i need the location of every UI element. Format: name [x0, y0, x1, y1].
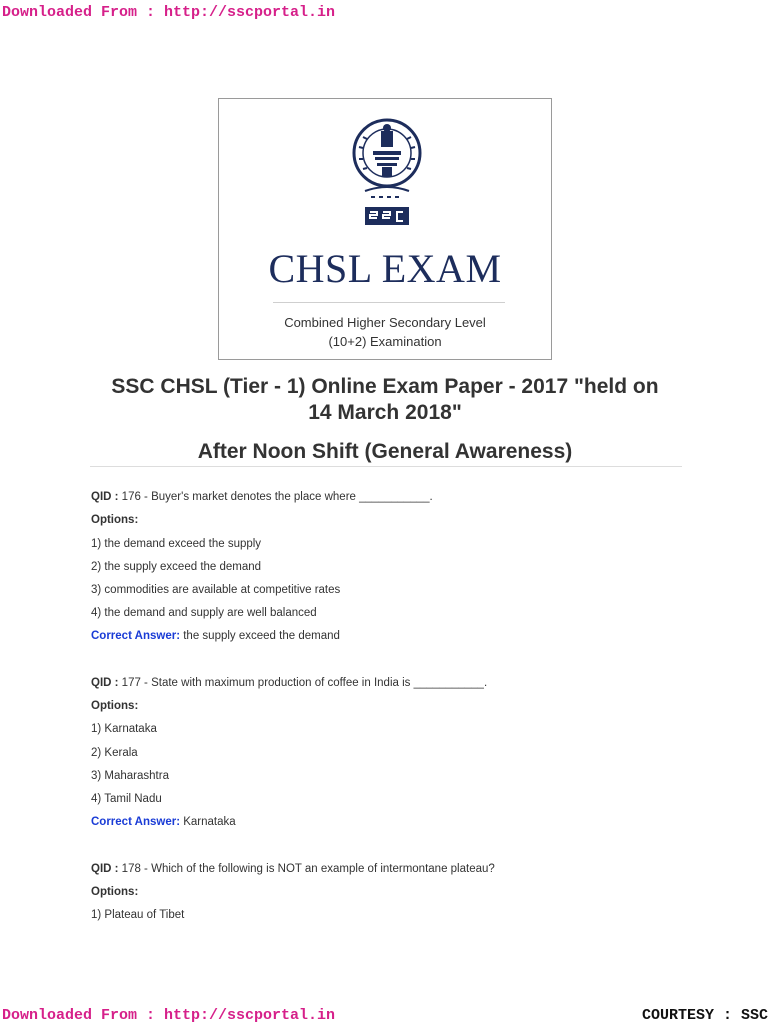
- correct-answer-176: [91, 629, 340, 643]
- cover-title: CHSL EXAM: [268, 246, 502, 291]
- option-item: 4) the demand and supply are well balanced: [91, 607, 317, 619]
- option-item: 4) Tamil Nadu: [91, 793, 162, 805]
- option-item: 2) Kerala: [91, 747, 138, 759]
- options-label: Options:: [91, 514, 139, 526]
- correct-answer-177: [91, 815, 236, 829]
- correct-answer-label: Correct Answer:: [91, 816, 181, 828]
- options-label: Options:: [91, 886, 139, 898]
- question-text: 177 - State with maximum production of coffee in India is ___________.: [118, 677, 488, 689]
- qid-label: QID :: [91, 677, 119, 689]
- options-label: Options:: [91, 700, 139, 712]
- option-item: 1) the demand exceed the supply: [91, 538, 262, 550]
- download-link-top[interactable]: Downloaded From : http://sscportal.in: [2, 4, 336, 21]
- cover-subtitle-line2: (10+2) Examination: [328, 334, 442, 349]
- question-text: 178 - Which of the following is NOT an example of intermontane plateau?: [118, 863, 495, 875]
- option-item: 3) commodities are available at competitive rates: [91, 584, 341, 596]
- question-177: [91, 676, 487, 690]
- correct-answer-text: Karnataka: [180, 816, 236, 828]
- cover-box: [218, 98, 552, 360]
- cover-divider: [273, 302, 505, 303]
- title-divider: [90, 466, 682, 467]
- option-item: 1) Karnataka: [91, 723, 157, 735]
- qid-label: QID :: [91, 863, 119, 875]
- courtesy-text: COURTESY : SSC: [641, 1007, 768, 1024]
- correct-answer-label: Correct Answer:: [91, 630, 181, 642]
- paper-title-line2: 14 March 2018": [308, 401, 462, 424]
- option-item: 3) Maharashtra: [91, 770, 169, 782]
- option-item: 1) Plateau of Tibet: [91, 909, 185, 921]
- correct-answer-text: the supply exceed the demand: [180, 630, 340, 642]
- shift-title: After Noon Shift (General Awareness): [197, 440, 573, 463]
- question-176: [91, 490, 433, 504]
- paper-title: [80, 374, 690, 426]
- qid-label: QID :: [91, 491, 119, 503]
- question-text: 176 - Buyer's market denotes the place where ___________.: [118, 491, 433, 503]
- download-link-bottom[interactable]: Downloaded From : http://sscportal.in: [2, 1007, 336, 1024]
- ssc-emblem-icon: [351, 117, 423, 227]
- cover-subtitle: [219, 313, 551, 351]
- paper-title-line1: SSC CHSL (Tier - 1) Online Exam Paper - 2017 "held on: [111, 375, 659, 398]
- cover-subtitle-line1: Combined Higher Secondary Level: [284, 315, 486, 330]
- option-item: 2) the supply exceed the demand: [91, 561, 262, 573]
- question-178: [91, 862, 495, 876]
